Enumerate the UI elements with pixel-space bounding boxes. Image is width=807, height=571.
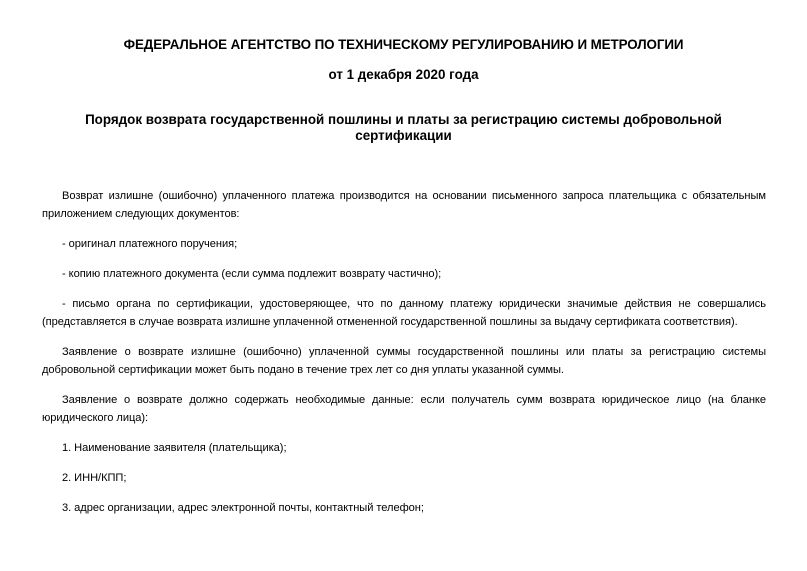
paragraph-intro: Возврат излишне (ошибочно) уплаченного платежа производится на основании письменного запроса плательщика с обязательным приложением следующих документов: bbox=[42, 190, 766, 220]
list-item-applicant-name: 1. Наименование заявителя (плательщика); bbox=[62, 442, 287, 454]
paragraph-application-deadline: Заявление о возврате излишне (ошибочно) уплаченной суммы государственной пошлины или платы за регистрацию системы добровольной сертификации может быть подано в течение трех лет со дня уплаты указанной суммы. bbox=[42, 346, 766, 376]
paragraph-application-content: Заявление о возврате должно содержать необходимые данные: если получатель сумм возврата юридическое лицо (на бланке юридического лица): bbox=[42, 394, 766, 424]
list-item-inn-kpp: 2. ИНН/КПП; bbox=[62, 472, 127, 484]
document-title: Порядок возврата государственной пошлины и платы за регистрацию системы добровольной сертификации bbox=[85, 112, 722, 143]
document-body bbox=[42, 187, 766, 529]
list-item-payment-order: - оригинал платежного поручения; bbox=[62, 238, 238, 250]
list-item-payment-copy: - копию платежного документа (если сумма подлежит возврату частично); bbox=[62, 268, 442, 280]
agency-heading: ФЕДЕРАЛЬНОЕ АГЕНТСТВО ПО ТЕХНИЧЕСКОМУ РЕГУЛИРОВАНИЮ И МЕТРОЛОГИИ bbox=[123, 37, 684, 52]
list-item-certification-letter: - письмо органа по сертификации, удостоверяющее, что по данному платежу юридически значимые действия не совершались (представляется в случае возврата излишне уплаченной отмененной государственной пошлины за выдачу сертификата соответствия). bbox=[42, 298, 766, 328]
list-item-address-contacts: 3. адрес организации, адрес электронной почты, контактный телефон; bbox=[62, 502, 424, 514]
document-date: от 1 декабря 2020 года bbox=[328, 67, 479, 82]
